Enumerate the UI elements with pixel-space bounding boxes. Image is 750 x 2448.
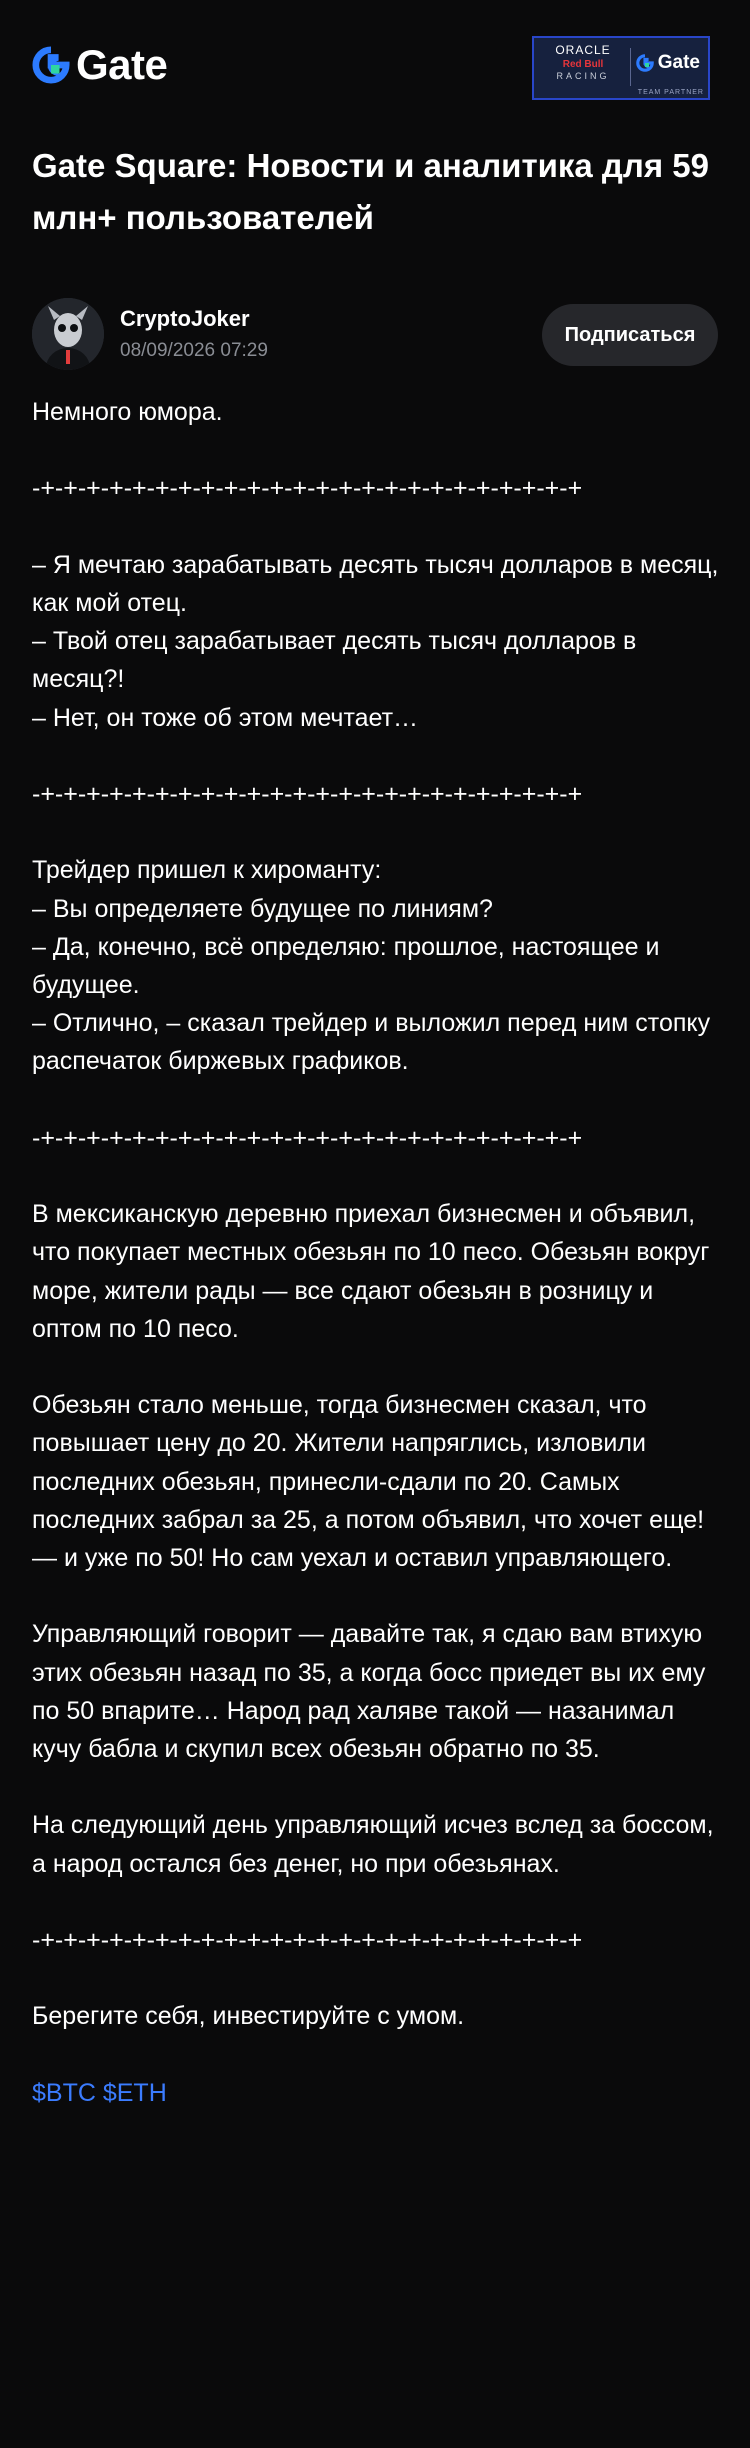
blank-line xyxy=(32,737,722,775)
post-paragraph: – Я мечтаю зарабатывать десять тысяч долларов в месяц, как мой отец. xyxy=(32,550,719,617)
page-title: Gate Square: Новости и аналитика для 59 млн+ пользователей xyxy=(32,147,709,236)
gate-logo-icon xyxy=(32,46,70,84)
partner-oracle-text: ORACLE xyxy=(555,43,611,57)
divider-line: -+-+-+-+-+-+-+-+-+-+-+-+-+-+-+-+-+-+-+-+-+-+-+-+ xyxy=(32,474,583,503)
divider-line: -+-+-+-+-+-+-+-+-+-+-+-+-+-+-+-+-+-+-+-+-+-+-+-+ xyxy=(32,1123,583,1152)
partner-redbull-text: Red Bull xyxy=(562,59,604,71)
blank-line xyxy=(32,508,722,546)
blank-line xyxy=(32,1348,722,1386)
post-paragraph: Берегите себя, инвестируйте с умом. xyxy=(32,2002,465,2031)
partner-gate-logo xyxy=(636,52,700,74)
blank-line xyxy=(32,431,722,469)
avatar[interactable] xyxy=(32,298,104,370)
blank-line xyxy=(32,1768,722,1806)
partner-racing-text: RACING xyxy=(556,71,610,82)
blank-line xyxy=(32,1959,722,1997)
gate-logo[interactable] xyxy=(32,41,168,88)
post-paragraph: – Нет, он тоже об этом мечтает… xyxy=(32,703,419,732)
blank-line xyxy=(32,2036,722,2074)
post-paragraph: Немного юмора. xyxy=(32,398,223,426)
avatar-image xyxy=(32,298,104,370)
post-tags[interactable]: $BTC $ETH xyxy=(32,2078,167,2107)
gate-mini-icon xyxy=(636,54,654,72)
partner-team-text: TEAM PARTNER xyxy=(637,89,704,96)
post-body xyxy=(32,393,722,2112)
post-paragraph: Обезьян стало меньше, тогда бизнесмен сказал, что повышает цену до 20. Жители напряглись, изловили последних обезьян, принесли-сдали по 20. Самых последних забрал за 25, а потом объявил, что хочет еще! — и уже по 50! Но сам уехал и оставил управляющего. xyxy=(32,1391,705,1572)
blank-line xyxy=(32,1157,722,1195)
post-paragraph: В мексиканскую деревню приехал бизнесмен и объявил, что покупает местных обезьян по 10 песо. Обезьян вокруг море, жители рады — все сдают обезьян в розницу и оптом по 10 песо. xyxy=(32,1200,710,1343)
blank-line xyxy=(32,1081,722,1119)
logo-text: Gate xyxy=(76,41,168,88)
author-row xyxy=(32,298,718,372)
post-paragraph: Управляющий говорит — давайте так, я сдаю вам втихую этих обезьян назад по 35, а когда босс приедет вы их ему по 50 впарите… Народ рад халяве такой — назанимал кучу бабла и скупил всех обезьян обратно по 35. xyxy=(32,1620,706,1763)
header xyxy=(0,0,750,140)
blank-line xyxy=(32,1883,722,1921)
partner-badge[interactable] xyxy=(532,36,710,100)
partner-racing-logo xyxy=(540,44,626,92)
subscribe-button[interactable]: Подписаться xyxy=(542,304,718,366)
divider-line: -+-+-+-+-+-+-+-+-+-+-+-+-+-+-+-+-+-+-+-+-+-+-+-+ xyxy=(32,1925,583,1954)
partner-gate-text: Gate xyxy=(657,52,700,73)
divider-line: -+-+-+-+-+-+-+-+-+-+-+-+-+-+-+-+-+-+-+-+-+-+-+-+ xyxy=(32,779,583,808)
post-paragraph: На следующий день управляющий исчез вслед за боссом, а народ остался без денег, но при обезьянах. xyxy=(32,1811,714,1878)
post-paragraph: Трейдер пришел к хироманту: xyxy=(32,856,382,885)
post-paragraph: – Вы определяете будущее по линиям? xyxy=(32,894,493,923)
post-date: 08/09/2026 07:29 xyxy=(120,340,268,361)
author-name[interactable]: CryptoJoker xyxy=(120,306,250,331)
blank-line xyxy=(32,1577,722,1615)
post-paragraph: – Твой отец зарабатывает десять тысяч долларов в месяц?! xyxy=(32,627,637,694)
post-paragraph: – Отлично, – сказал трейдер и выложил перед ним стопку распечаток биржевых графиков. xyxy=(32,1009,711,1076)
post-paragraph: – Да, конечно, всё определяю: прошлое, настоящее и будущее. xyxy=(32,932,660,999)
post-lines xyxy=(32,393,722,2074)
blank-line xyxy=(32,813,722,851)
partner-divider xyxy=(630,48,631,86)
